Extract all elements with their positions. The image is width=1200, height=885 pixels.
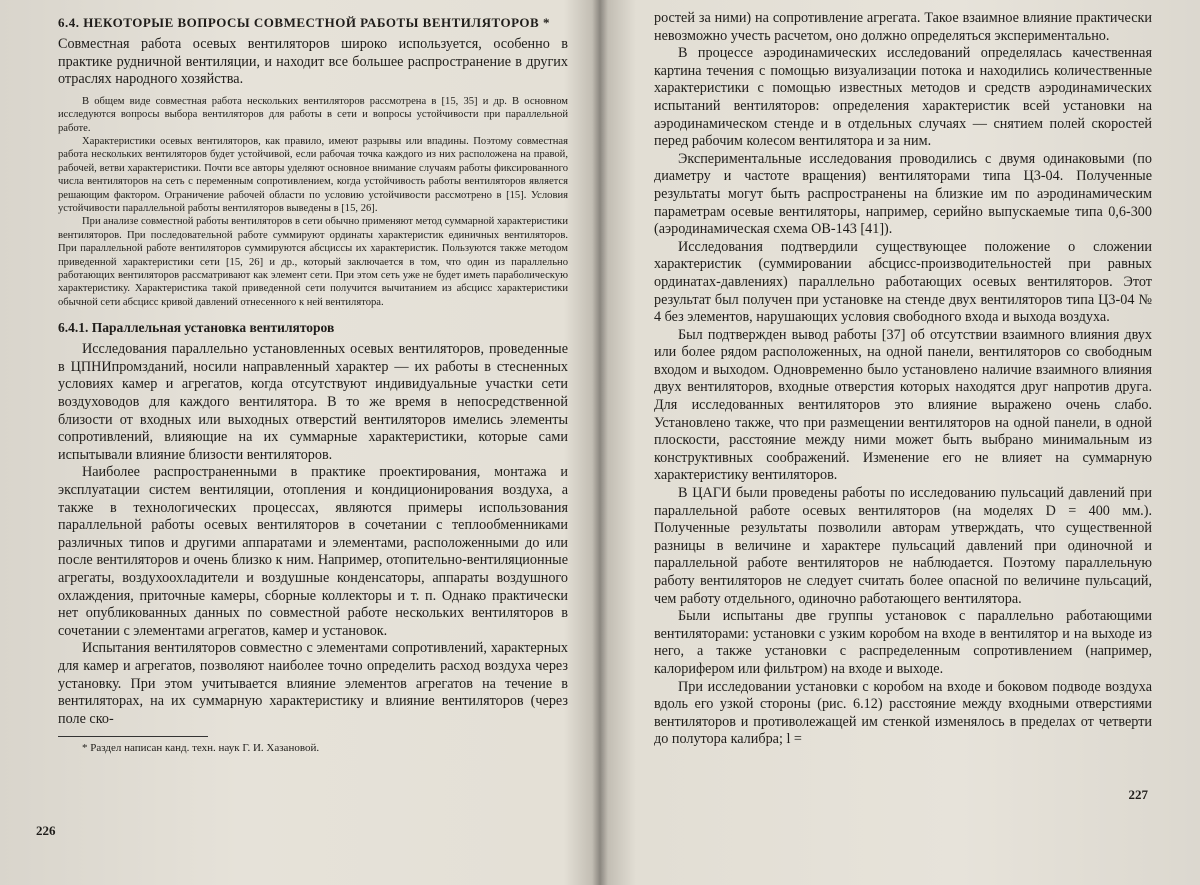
page-number-right: 227 bbox=[1128, 787, 1148, 802]
body-paragraph: В процессе аэродинамических исследований определялась качественная картина течения с помощью визуализации потока и находились количественные характеристики с помощью известных методов и средств аэродинамических испытаний вентиляторов: определения характеристик всей установки на аэродинамическом стенде и в отдельных случаях — снятием полей скоростей перед рабочим колесом вентилятора и за ним. bbox=[654, 45, 1152, 150]
body-paragraph: Исследования подтвердили существующее положение о сложении характеристик (суммировании абсцисс-производительностей при равных ординатах-давлениях) параллельно работающих осевых вентиляторов. Этот результат был получен при установке на стенде двух вентиляторов типа Ц3-04 № 4 без элементов, нарушающих условия свободного входа и выхода воздуха. bbox=[654, 238, 1152, 326]
body-paragraph: В ЦАГИ были проведены работы по исследованию пульсаций давлений при параллельной работе осевых вентиляторов (на моделях D = 400 мм.). Полученные результаты позволили авторам утверждать, что существенной разницы в величине и характере пульсаций давлений при одиночной и параллельной работе вентиляторов не наблюдается. Поэтому параллельную работу вентиляторов не следует считать более опасной по величине пульсаций, чем работу отдельного, одиночно работающего вентилятора. bbox=[654, 485, 1152, 607]
footnote-rule bbox=[58, 736, 208, 737]
section-title: 6.4. НЕКОТОРЫЕ ВОПРОСЫ СОВМЕСТНОЙ РАБОТЫ ВЕНТИЛЯТОРОВ * bbox=[58, 15, 550, 30]
right-page bbox=[604, 0, 1200, 885]
small-paragraph: Характеристики осевых вентиляторов, как правило, имеют разрывы или впадины. Поэтому совместная работа нескольких вентиляторов будет устойчивой, если рабочая точка каждого из них расположена на правой, рабочей, ветви характеристики. Почти все авторы уделяют основное внимание случаям работы фиксированного числа вентиляторов на сеть с переменным сопротивлением, когда устойчивость работы вентиляторов является решающим фактором. Ограничение рабочей области по условию устойчивости рассмотрено в [15]. Условия устойчивости параллельной работы вентиляторов выведены в [15, 26]. bbox=[58, 136, 568, 215]
page-number-left: 226 bbox=[36, 823, 56, 838]
left-page bbox=[0, 0, 596, 885]
body-paragraph: Испытания вентиляторов совместно с элементами сопротивлений, характерных для камер и агрегатов, позволяют наиболее точно определить расход воздуха через установку. При этом учитывается влияние элементов агрегатов на течение в вентиляторах, на их суммарную характеристику и влияние вентиляторов (через поле ско- bbox=[58, 640, 568, 727]
small-paragraph: В общем виде совместная работа нескольких вентиляторов рассмотрена в [15, 35] и др. В основном исследуются вопросы выбора вентиляторов для работы в сети и вопросы устойчивости при параллельной работе. bbox=[58, 95, 568, 134]
intro-paragraph: Совместная работа осевых вентиляторов широко используется, особенно в практике рудничной вентиляции, и находит все большее распространение в других отраслях народного хозяйства. bbox=[58, 36, 568, 88]
subsection-title: 6.4.1. Параллельная установка вентиляторов bbox=[58, 320, 335, 336]
body-paragraph: Был подтвержден вывод работы [37] об отсутствии взаимного влияния двух или более рядом расположенных, на одной панели, вентиляторов со свободным входом и выходом. Одновременно было установлено наличие взаимного влияния двух вентиляторов, входные отверстия которых находятся друг напротив друга. Для исследованных вентиляторов это влияние выражено очень слабо. Установлено также, что при размещении вентиляторов на одной панели, в одной плоскости, расстояние между ними может быть выбрано минимальным из конструктивных соображений. Изменение его не влияет на суммарную характеристику вентиляторов. bbox=[654, 326, 1152, 484]
body-paragraph: При исследовании установки с коробом на входе и боковом подводе воздуха вдоль его узкой стороны (рис. 6.12) расстояние между входными отверстиями вентиляторов и противолежащей им стенкой изменялось в пределах от четверти до полутора калибра; l = bbox=[654, 678, 1152, 748]
body-paragraph: Экспериментальные исследования проводились с двумя одинаковыми (по диаметру и частоте вращения) вентиляторами типа Ц3-04. Полученные результаты могут быть распространены на близкие им по аэродинамическим параметрам осевые вентиляторы, например, серийно выпускаемые типа 0,6-300 (аэродинамическая схема ОВ-143 [41]). bbox=[654, 150, 1152, 238]
body-paragraph: ростей за ними) на сопротивление агрегата. Такое взаимное влияние практически невозможно учесть расчетом, оно должно определяться экспериментально. bbox=[654, 10, 1152, 44]
body-paragraph: Исследования параллельно установленных осевых вентиляторов, проведенные в ЦПНИпромзданий, носили направленный характер — их работы в стесненных условиях камер и агрегатов, когда отсутствуют индивидуальные участки сети воздуховодов для каждого вентилятора. В то же время в непосредственной близости от входных или выходных отверстий вентиляторов имелись элементы сопротивлений, влияющие на их суммарные характеристики, которые сами испытывали влияние близости вентиляторов. bbox=[58, 341, 568, 463]
body-paragraph: Были испытаны две группы установок с параллельно работающими вентиляторами: установки с узким коробом на входе в вентилятор и на выходе из него, а также установки с распределенным сопротивлением (например, калорифером или фильтром) на входе и выходе. bbox=[654, 608, 1152, 677]
footnote: * Раздел написан канд. техн. наук Г. И. Хазановой. bbox=[82, 742, 320, 755]
body-paragraph: Наиболее распространенными в практике проектирования, монтажа и эксплуатации систем вентиляции, отопления и кондиционирования воздуха, а также в технологических процессах, являются примеры использования параллельной работы осевых вентиляторов в сочетании с теплообменниками различных типов и другими аппаратами и элементами, расположенными до или после вентиляторов и очень близко к ним. Например, отопительно-вентиляционные агрегаты, воздухоохладители и воздушные конденсаторы, аппараты воздушного охлаждения, приточные камеры, сборные коллекторы и т. п. Однако практически нет опубликованных данных по совместной работе нескольких вентиляторов в сочетании с элементами агрегатов, камер и установок. bbox=[58, 464, 568, 639]
small-paragraph: При анализе совместной работы вентиляторов в сети обычно применяют метод суммарной характеристики вентиляторов. При последовательной работе суммируют ординаты характеристик единичных вентиляторов. При параллельной работе вентиляторов суммируются абсциссы их характеристик. Пользуются также методом приведенной характеристики сети [15, 26] и др., который заключается в том, что один из параллельно работающих вентиляторов рассматривают как элемент сети. При этом сеть уже не будет иметь параболическую характеристику. Характеристика такой приведенной сети получится вычитанием из абсцисс характеристики обычной сети абсцисс кривой давлений отнесенного к ней вентилятора. bbox=[58, 216, 568, 308]
